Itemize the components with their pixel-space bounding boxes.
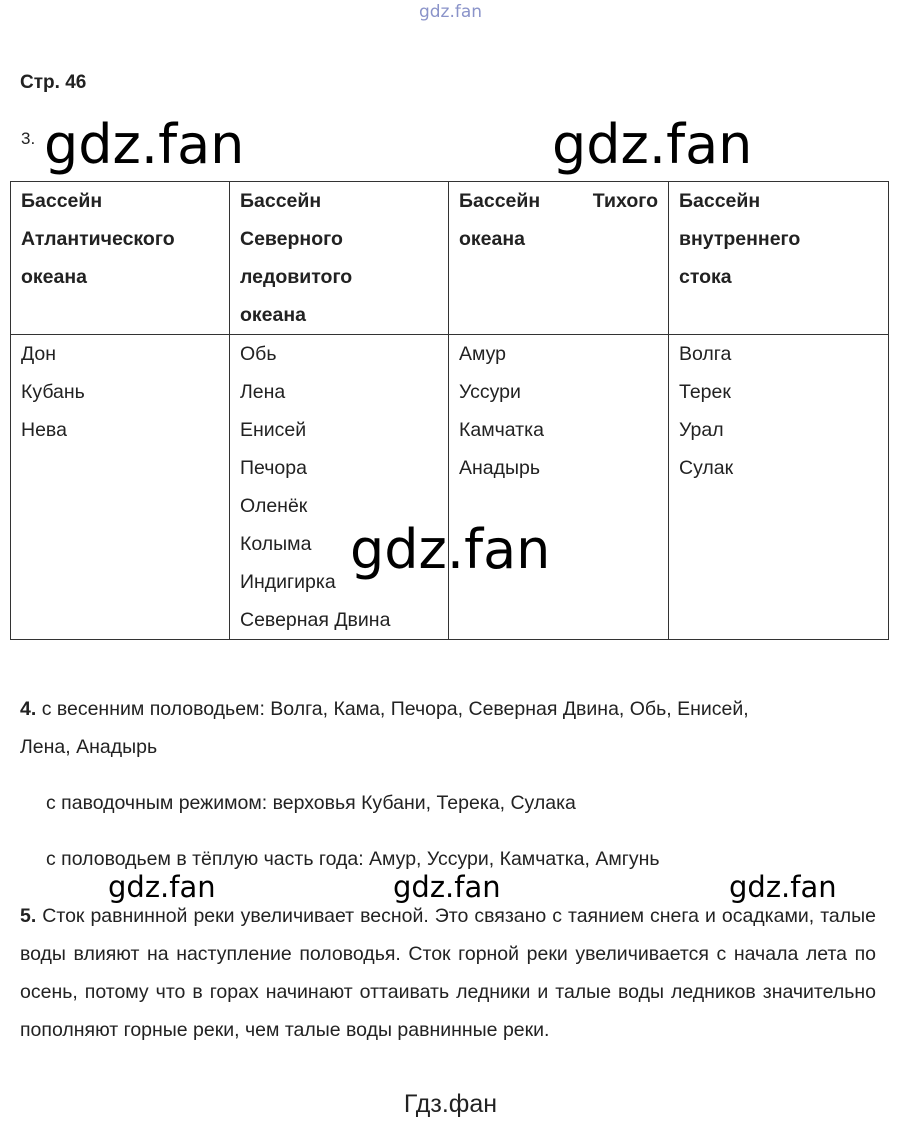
footer-watermark: Гдз.фан	[403, 1090, 498, 1118]
task-4-paragraph	[20, 690, 876, 728]
task-5-text: Сток равнинной реки увеличивает весной. Это связано с таянием снега и осадками, талые воды влияют на наступление половодья. Сток горной реки увеличивается с начала лета по осень, потому что в горах начинают оттаивать ледники и талые воды ледников значительно пополняют горные реки, чем талые воды равнинные реки.	[20, 905, 876, 1041]
list-item: Обь	[240, 343, 277, 365]
watermark: gdz.fan	[729, 870, 837, 904]
list-item: Сулак	[679, 457, 734, 479]
pacific-rivers	[449, 335, 669, 640]
table-header-row	[11, 182, 889, 335]
page-reference: Стр. 46	[20, 72, 87, 93]
internal-rivers	[669, 335, 889, 640]
task-4-line-2: Лена, Анадырь	[20, 736, 158, 758]
list-item: Урал	[679, 419, 724, 441]
header-pacific: Бассейн Тихого океана	[449, 182, 669, 335]
task-3-number: 3.	[21, 129, 36, 148]
table-body-row	[11, 335, 889, 640]
list-item: Терек	[679, 381, 731, 403]
task-4-number: 4.	[20, 698, 37, 720]
watermark: gdz.fan	[108, 870, 216, 904]
list-item: Колыма	[240, 533, 312, 555]
header-internal: Бассейн внутреннего стока	[669, 182, 889, 335]
header-arctic: Бассейн Северного ледовитого океана	[230, 182, 449, 335]
list-item: Волга	[679, 343, 732, 365]
watermark: gdz.fan	[552, 113, 753, 176]
list-item: Енисей	[240, 419, 307, 441]
watermark: gdz.fan	[44, 113, 245, 176]
list-item: Оленёк	[240, 495, 308, 517]
task-5-paragraph	[20, 897, 876, 1049]
task-5-number: 5.	[20, 905, 37, 927]
arctic-rivers	[230, 335, 449, 640]
list-item: Уссури	[459, 381, 521, 403]
header-atlantic: Бассейн Атлантического океана	[11, 182, 230, 335]
watermark: gdz.fan	[350, 518, 551, 581]
atlantic-rivers	[11, 335, 230, 640]
list-item: Дон	[21, 343, 57, 365]
top-watermark: gdz.fan	[418, 2, 483, 22]
task-4-line-3: с паводочным режимом: верховья Кубани, Терека, Сулака	[46, 792, 576, 814]
list-item: Анадырь	[459, 457, 541, 479]
task-4-line-1: с весенним половодьем: Волга, Кама, Печора, Северная Двина, Обь, Енисей,	[41, 698, 749, 720]
list-item: Нева	[21, 419, 67, 441]
watermark: gdz.fan	[393, 870, 501, 904]
task-4-line-4: с половодьем в тёплую часть года: Амур, Уссури, Камчатка, Амгунь	[46, 848, 660, 870]
list-item: Лена	[240, 381, 286, 403]
list-item: Камчатка	[459, 419, 544, 441]
list-item: Кубань	[21, 381, 85, 403]
list-item: Амур	[459, 343, 507, 365]
list-item: Печора	[240, 457, 307, 479]
list-item: Индигирка	[240, 571, 336, 593]
list-item: Северная Двина	[240, 609, 391, 631]
